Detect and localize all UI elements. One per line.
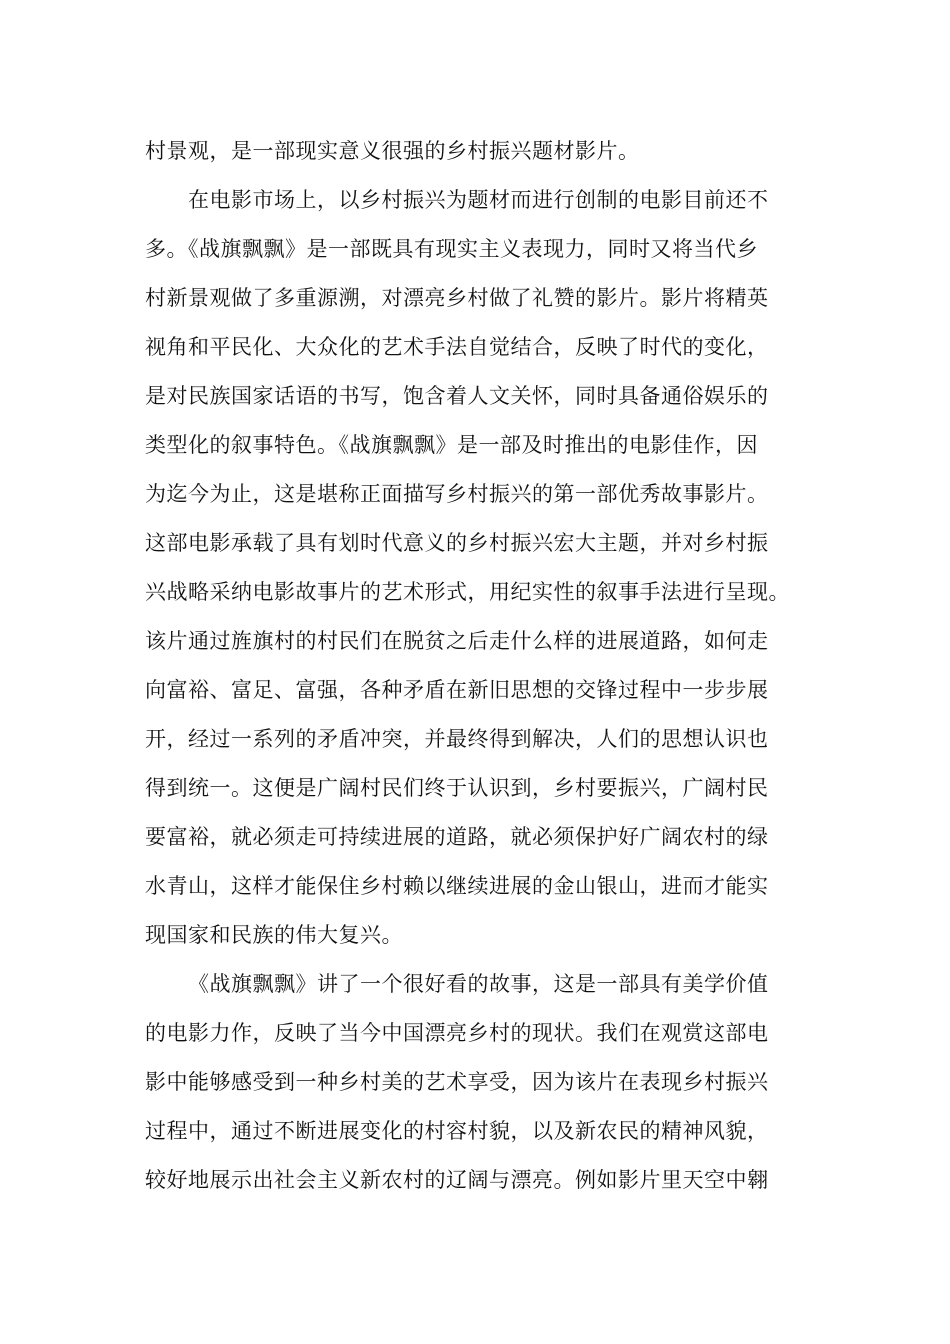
text-line-1: 村景观，是一部现实意义很强的乡村振兴题材影片。: [145, 139, 640, 163]
text-line-19: 的电影力作，反映了当今中国漂亮乡村的现状。我们在观赏这部电: [145, 1021, 769, 1045]
text-line-10: 兴战略采纳电影故事片的艺术形式，用纪实性的叙事手法进行呈现。: [145, 580, 790, 604]
text-line-13: 开，经过一系列的矛盾冲突，并最终得到解决，人们的思想认识也: [145, 727, 769, 751]
text-line-15: 要富裕，就必须走可持续进展的道路，就必须保护好广阔农村的绿: [145, 825, 769, 849]
text-line-16: 水青山，这样才能保住乡村赖以继续进展的金山银山，进而才能实: [145, 874, 769, 898]
paragraph-2-line-1: 在电影市场上，以乡村振兴为题材而进行创制的电影目前还不: [188, 188, 769, 212]
text-line-22: 较好地展示出社会主义新农村的辽阔与漂亮。例如影片里天空中翱: [145, 1168, 769, 1192]
text-line-21: 过程中，通过不断进展变化的村容村貌，以及新农民的精神风貌，: [145, 1119, 769, 1143]
text-line-14: 得到统一。这便是广阔村民们终于认识到，乡村要振兴，广阔村民: [145, 776, 769, 800]
text-line-3: 多。《战旗飘飘》是一部既具有现实主义表现力，同时又将当代乡: [145, 237, 758, 261]
text-line-6: 是对民族国家话语的书写，饱含着人文关怀，同时具备通俗娱乐的: [145, 384, 769, 408]
paragraph-3-line-1: 《战旗飘飘》讲了一个很好看的故事，这是一部具有美学价值: [188, 972, 769, 996]
text-line-12: 向富裕、富足、富强，各种矛盾在新旧思想的交锋过程中一步步展: [145, 678, 769, 702]
text-line-20: 影中能够感受到一种乡村美的艺术享受，因为该片在表现乡村振兴: [145, 1070, 769, 1094]
text-line-11: 该片通过旌旗村的村民们在脱贫之后走什么样的进展道路，如何走: [145, 629, 769, 653]
text-line-8: 为迄今为止，这是堪称正面描写乡村振兴的第一部优秀故事影片。: [145, 482, 769, 506]
text-line-9: 这部电影承载了具有划时代意义的乡村振兴宏大主题，并对乡村振: [145, 531, 769, 555]
text-line-5: 视角和平民化、大众化的艺术手法自觉结合，反映了时代的变化，: [145, 335, 769, 359]
text-line-17: 现国家和民族的伟大复兴。: [145, 923, 403, 947]
text-line-7: 类型化的叙事特色。《战旗飘飘》是一部及时推出的电影佳作，因: [145, 433, 758, 457]
text-line-4: 村新景观做了多重源溯，对漂亮乡村做了礼赞的影片。影片将精英: [145, 286, 769, 310]
